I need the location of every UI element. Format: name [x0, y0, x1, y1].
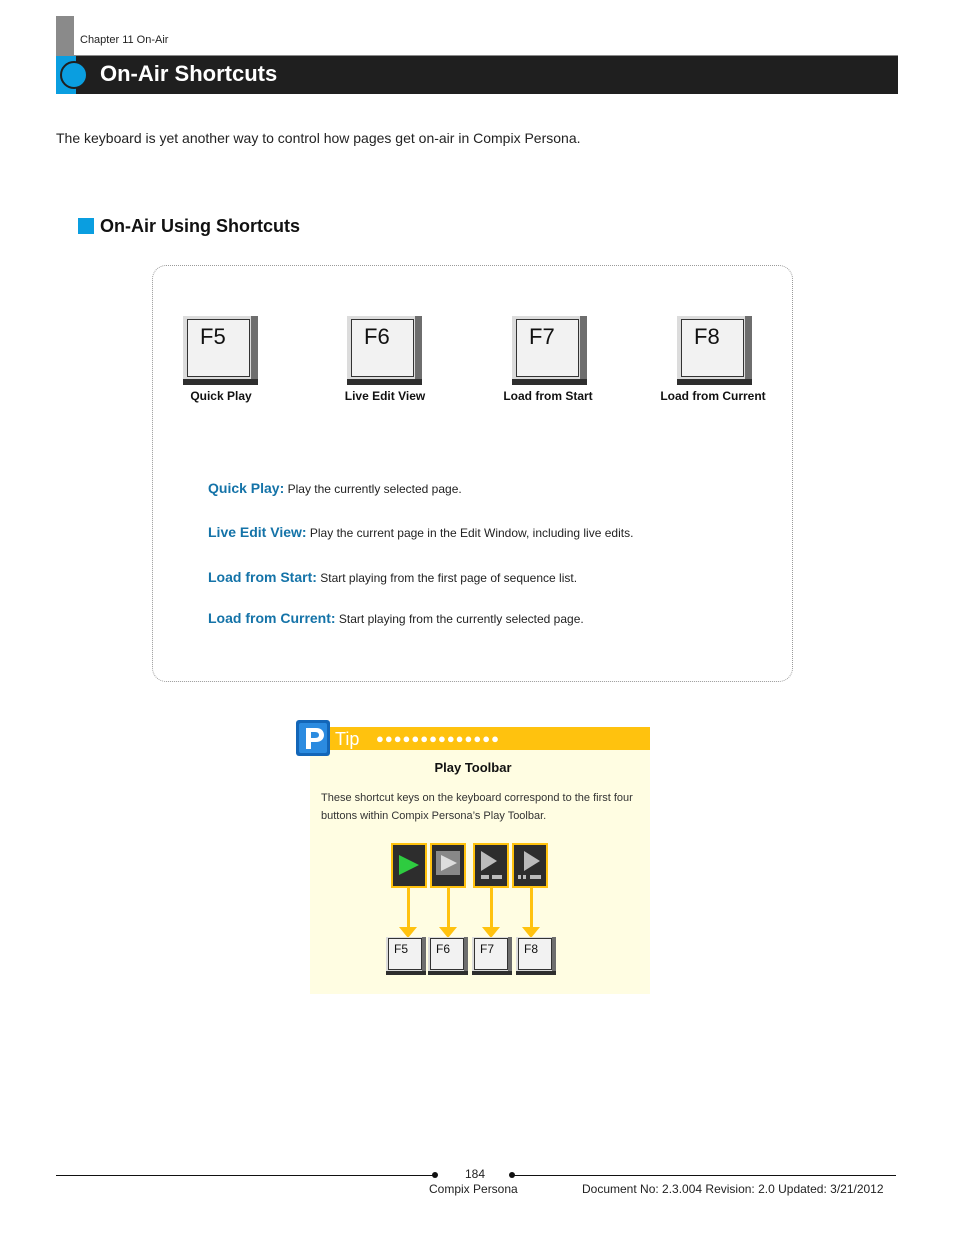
mini-f6-key	[428, 937, 468, 975]
mini-f7-key	[472, 937, 512, 975]
key-caption-live-edit-view: Live Edit View	[344, 389, 426, 403]
chapter-label: Chapter 11 On-Air	[80, 34, 169, 46]
page-title: On-Air Shortcuts	[100, 61, 278, 86]
chapter-tab	[56, 16, 74, 58]
title-bullet-icon	[60, 61, 88, 89]
mini-f8-key	[516, 937, 556, 975]
load-from-start-icon	[475, 845, 507, 886]
arrow-line	[530, 888, 533, 928]
persona-logo-icon	[296, 720, 330, 756]
description-term: Load from Current:	[208, 610, 336, 626]
description-text: Play the currently selected page.	[287, 482, 462, 496]
description-term: Live Edit View:	[208, 524, 307, 540]
description-term: Load from Start:	[208, 569, 317, 585]
section-square-icon	[78, 218, 94, 234]
description-text: Start playing from the first page of sequence list.	[320, 571, 578, 585]
f6-key	[347, 316, 422, 385]
description-quick-play	[208, 480, 462, 496]
footer-dot-icon	[432, 1172, 438, 1178]
load-from-start-toolbar-button	[473, 843, 509, 888]
footer-document-info: Document No: 2.3.004 Revision: 2.0 Updated: 3/21/2012	[582, 1182, 884, 1196]
mini-key-label: F5	[394, 942, 409, 956]
intro-paragraph: The keyboard is yet another way to control how pages get on-air in Compix Persona.	[56, 130, 581, 146]
description-load-from-current	[208, 610, 584, 626]
live-edit-view-toolbar-button	[430, 843, 466, 888]
mini-key-label: F6	[436, 942, 451, 956]
description-text: Play the current page in the Edit Window, including live edits.	[309, 526, 634, 540]
description-text: Start playing from the currently selected page.	[338, 612, 584, 626]
mini-key-label: F7	[480, 942, 495, 956]
arrow-line	[407, 888, 410, 928]
footer-rule-left	[56, 1175, 434, 1176]
tip-dots: ●●●●●●●●●●●●●●	[376, 731, 500, 746]
section-title: On-Air Using Shortcuts	[100, 216, 301, 236]
description-term: Quick Play:	[208, 480, 285, 496]
tip-label: Tip	[335, 729, 360, 749]
mini-f5-key	[386, 937, 426, 975]
description-load-from-start	[208, 569, 577, 585]
key-label: F7	[529, 324, 555, 349]
key-label: F6	[364, 324, 390, 349]
arrow-line	[447, 888, 450, 928]
f7-key	[512, 316, 587, 385]
quick-play-icon	[393, 845, 425, 886]
live-edit-view-icon	[432, 845, 464, 886]
key-caption-quick-play: Quick Play	[190, 389, 252, 403]
key-caption-load-from-current: Load from Current	[660, 389, 766, 403]
arrow-line	[490, 888, 493, 928]
load-from-current-toolbar-button	[512, 843, 548, 888]
key-caption-load-from-start: Load from Start	[503, 389, 593, 403]
f8-key	[677, 316, 752, 385]
f5-key	[183, 316, 258, 385]
footer-rule-right	[513, 1175, 896, 1176]
page-number: 184	[465, 1167, 486, 1181]
key-label: F5	[200, 324, 226, 349]
mini-key-label: F8	[524, 942, 539, 956]
description-live-edit-view	[208, 524, 633, 540]
footer-product: Compix Persona	[429, 1182, 518, 1196]
tip-heading: Play Toolbar	[434, 760, 512, 775]
tip-body: These shortcut keys on the keyboard correspond to the first four buttons within Compix Persona’s Play Toolbar.	[321, 792, 633, 822]
load-from-current-icon	[514, 845, 546, 886]
key-label: F8	[694, 324, 720, 349]
quick-play-toolbar-button	[391, 843, 427, 888]
